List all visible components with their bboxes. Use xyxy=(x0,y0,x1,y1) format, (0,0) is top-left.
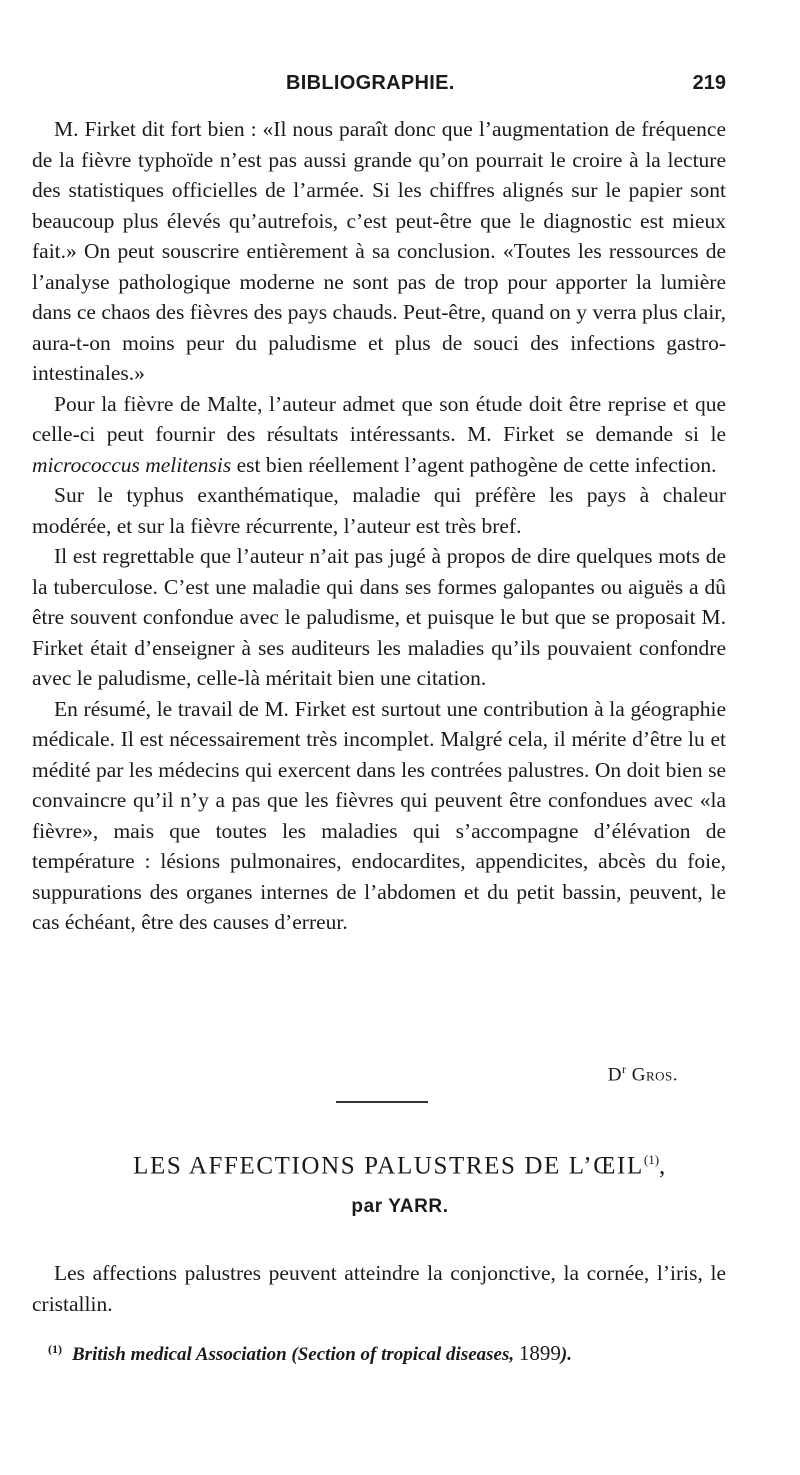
review-body xyxy=(32,114,726,938)
signature-title-sup: r xyxy=(621,1062,627,1076)
section-divider xyxy=(336,1101,428,1103)
malte-text-after: est bien réellement l’agent pathogène de cette infection. xyxy=(231,452,717,477)
footnote-text: British medical Association (Section of tropical diseases, xyxy=(72,1344,519,1365)
paragraph-malte xyxy=(32,389,726,481)
paragraph-tuberculose: Il est regrettable que l’auteur n’ait pas jugé à propos de dire quelques mots de la tuberculose. C’est une maladie qui dans ses formes galopantes ou aiguës a dû être souvent confondue avec le paludisme, et puisque le but que se proposait M. Firket était d’enseigner à ses auditeurs les maladies qu’ils pouvaient confondre avec le paludisme, celle-là méritait bien une citation. xyxy=(32,544,726,690)
page-header xyxy=(0,72,800,106)
article-title xyxy=(0,1152,800,1180)
footnote-mark: (1) xyxy=(48,1341,62,1356)
article-title-text: LES AFFECTIONS PALUSTRES DE L’ŒIL xyxy=(133,1152,644,1180)
signature-name: Gros. xyxy=(631,1064,678,1086)
paragraph-firket-quote: M. Firket dit fort bien : «Il nous paraît donc que l’augmentation de fréquence de la fièvre typhoïde n’est pas aussi grande qu’on pourrait le croire à la lecture des statistiques officielles de l’armée. Si les chiffres alignés sur le papier sont beaucoup plus élevés qu’autrefois, c’est peut-être que le diagnostic est mieux fait.» On peut souscrire entièrement à sa conclusion. «Toutes les ressources de l’analyse pathologique moderne ne sont pas de trop pour apporter la lumière dans ce chaos des fièvres des pays chauds. Peut-être, quand on y verra plus clair, aura-t-on moins peur du paludisme et plus de souci des infections gastro-intestinales.» xyxy=(32,117,726,385)
malte-text-before: Pour la fièvre de Malte, l’auteur admet que son étude doit être reprise et que celle-ci peut fournir des résultats intéressants. M. Firket se demande si le xyxy=(32,391,726,446)
signature-title: D xyxy=(607,1064,622,1086)
footnote xyxy=(48,1341,728,1366)
species-name: micrococcus melitensis xyxy=(32,452,232,477)
paragraph-typhus: Sur le typhus exanthématique, maladie qui préfère les pays à chaleur modérée, et sur la fièvre récurrente, l’auteur est très bref. xyxy=(32,483,726,538)
article-body xyxy=(32,1258,726,1319)
review-signature xyxy=(608,1062,678,1086)
page-number: 219 xyxy=(692,72,726,94)
footnote-year: 1899 xyxy=(518,1341,561,1365)
running-title: BIBLIOGRAPHIE. xyxy=(286,72,455,94)
footnote-reference: (1) xyxy=(643,1152,660,1167)
article-author: par YARR. xyxy=(351,1196,449,1217)
article-title-end: , xyxy=(659,1152,667,1180)
footnote-end: ). xyxy=(560,1344,572,1365)
article-paragraph: Les affections palustres peuvent atteindre la conjonctive, la cornée, l’iris, le cristallin. xyxy=(32,1261,726,1316)
paragraph-resume: En résumé, le travail de M. Firket est surtout une contribution à la géographie médicale. Il est nécessairement très incomplet. Malgré cela, il mérite d’être lu et médité par les médecins qui exercent dans les contrées palustres. On doit bien se convaincre qu’il n’y a pas que les fièvres qui peuvent être confondues avec «la fièvre», mais que toutes les maladies qui s’accompagne d’élévation de température : lésions pulmonaires, endocardites, appendicites, abcès du foie, suppurations des organes internes de l’abdomen et du petit bassin, peuvent, le cas échéant, être des causes d’erreur. xyxy=(32,696,726,934)
